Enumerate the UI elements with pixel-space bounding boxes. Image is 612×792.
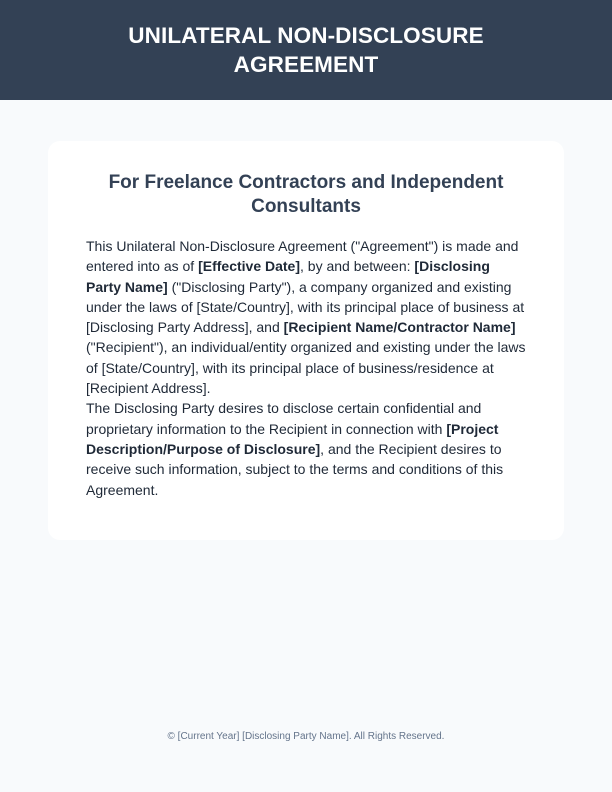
document-title: UNILATERAL NON-DISCLOSURE AGREEMENT: [128, 23, 484, 77]
text-segment: The Disclosing Party desires to disclose certain confidential and proprietary information to the Recipient in connection with: [86, 400, 482, 437]
agreement-card: [48, 141, 564, 540]
page-footer: [0, 730, 612, 743]
placeholder-effective-date: [Effective Date]: [198, 258, 300, 275]
text-segment: ("Recipient"), an individual/entity organized and existing under the laws of [State/Country], with its principal place of business/residence at [Recipient Address].: [86, 339, 526, 397]
document-subtitle: For Freelance Contractors and Independent Consultants: [108, 172, 504, 217]
copyright-text: © [Current Year] [Disclosing Party Name]. All Rights Reserved.: [167, 731, 445, 742]
text-segment: ("Disclosing Party"), a company organized and existing under the laws of [State/Country], with its principal place of business at [Disclosing Party Address], and: [86, 278, 525, 336]
placeholder-project-description: [Project Description/Purpose of Disclosure]: [86, 420, 499, 457]
placeholder-disclosing-party-name: [Disclosing Party Name]: [86, 258, 490, 295]
agreement-body: [86, 236, 526, 500]
text-segment: , and the Recipient desires to receive such information, subject to the terms and conditions of this Agreement.: [86, 440, 504, 498]
page-header: [0, 0, 612, 100]
purpose-paragraph: [86, 398, 526, 499]
parties-paragraph: [86, 236, 526, 398]
placeholder-recipient-name: [Recipient Name/Contractor Name]: [283, 319, 516, 336]
text-segment: This Unilateral Non-Disclosure Agreement ("Agreement") is made and entered into as of: [86, 238, 519, 275]
text-segment: , by and between:: [300, 258, 415, 275]
